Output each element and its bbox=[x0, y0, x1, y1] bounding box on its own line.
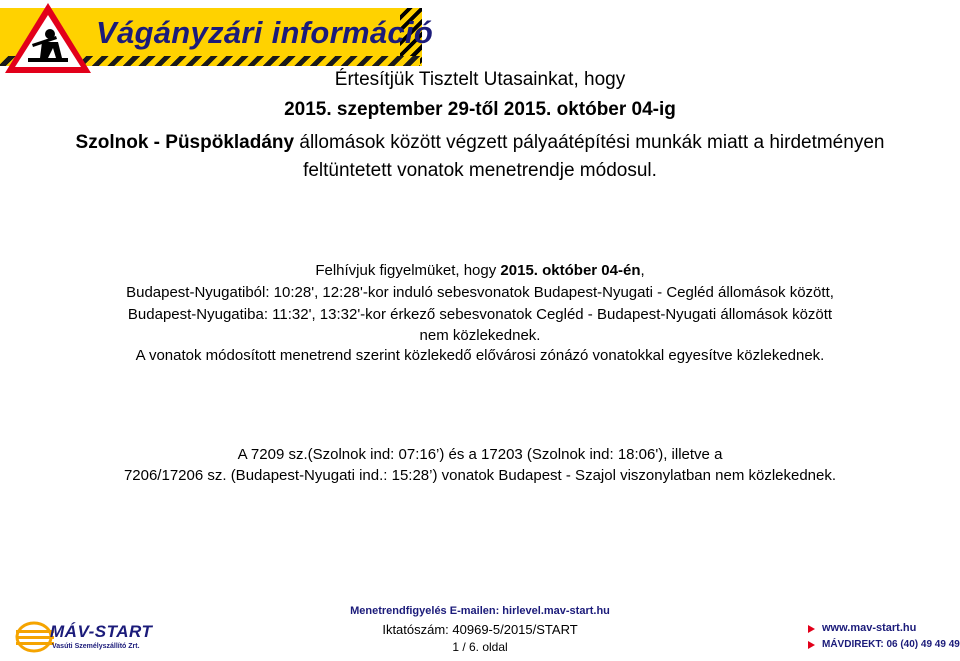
notice-intro: Értesítjük Tisztelt Utasainkat, hogy bbox=[334, 69, 626, 90]
attention-line-replacement: A vonatok módosított menetrend szerint közlekedő elővárosi zónázó vonatokkal egyesítve közlekednek. bbox=[135, 347, 825, 364]
footer-website: www.mav-start.hu bbox=[822, 622, 917, 634]
attention-line-departures: Budapest-Nyugatiból: 10:28', 12:28'-kor induló sebesvonatok Budapest-Nyugati - Cegléd állomások között, bbox=[126, 284, 834, 301]
section-description: állomások között végzett pályaátépítési munkák miatt a hirdetményen bbox=[294, 132, 885, 153]
header-banner bbox=[0, 0, 960, 80]
banner-title: Vágányzári információ bbox=[96, 15, 434, 50]
attention-lead-end: , bbox=[640, 262, 645, 279]
footer-email: Menetrendfigyelés E-mailen: hirlevel.mav-start.hu bbox=[350, 605, 610, 617]
web-arrow-icon bbox=[808, 625, 815, 633]
attention-line-cancelled: nem közlekednek. bbox=[419, 327, 541, 344]
logo-text: MÁV-START bbox=[50, 622, 153, 641]
footer-registration-number: Iktatószám: 40969-5/2015/START bbox=[382, 622, 578, 637]
logo-subtitle: Vasúti Személyszállító Zrt. bbox=[52, 643, 140, 650]
extra-line1: A 7209 sz.(Szolnok ind: 07:16’) és a 17203 (Szolnok ind: 18:06'), illetve a bbox=[237, 446, 723, 463]
attention-lead-text: Felhívjuk figyelmüket, hogy bbox=[315, 262, 501, 279]
attention-lead bbox=[0, 262, 960, 279]
attention-line-arrivals: Budapest-Nyugatiba: 11:32', 13:32'-kor érkező sebesvonatok Cegléd - Budapest-Nyugati állomások között bbox=[127, 306, 833, 323]
section-name: Szolnok - Püspökladány bbox=[75, 132, 295, 153]
attention-date: 2015. október 04-én bbox=[500, 262, 641, 279]
notice-period: 2015. szeptember 29-től 2015. október 04-ig bbox=[284, 99, 676, 120]
phone-arrow-icon bbox=[808, 641, 815, 649]
roadwork-warning-icon bbox=[2, 0, 94, 76]
footer-page-number: 1 / 6. oldal bbox=[452, 640, 508, 654]
extra-line2: 7206/17206 sz. (Budapest-Nyugati ind.: 15:28’) vonatok Budapest - Szajol viszonylatban nem közlekednek. bbox=[123, 467, 837, 484]
notice-section-line2: feltüntetett vonatok menetrendje módosul. bbox=[303, 160, 657, 181]
footer-phone: MÁVDIREKT: 06 (40) 49 49 49 bbox=[822, 639, 960, 650]
notice-section-line bbox=[0, 132, 960, 154]
